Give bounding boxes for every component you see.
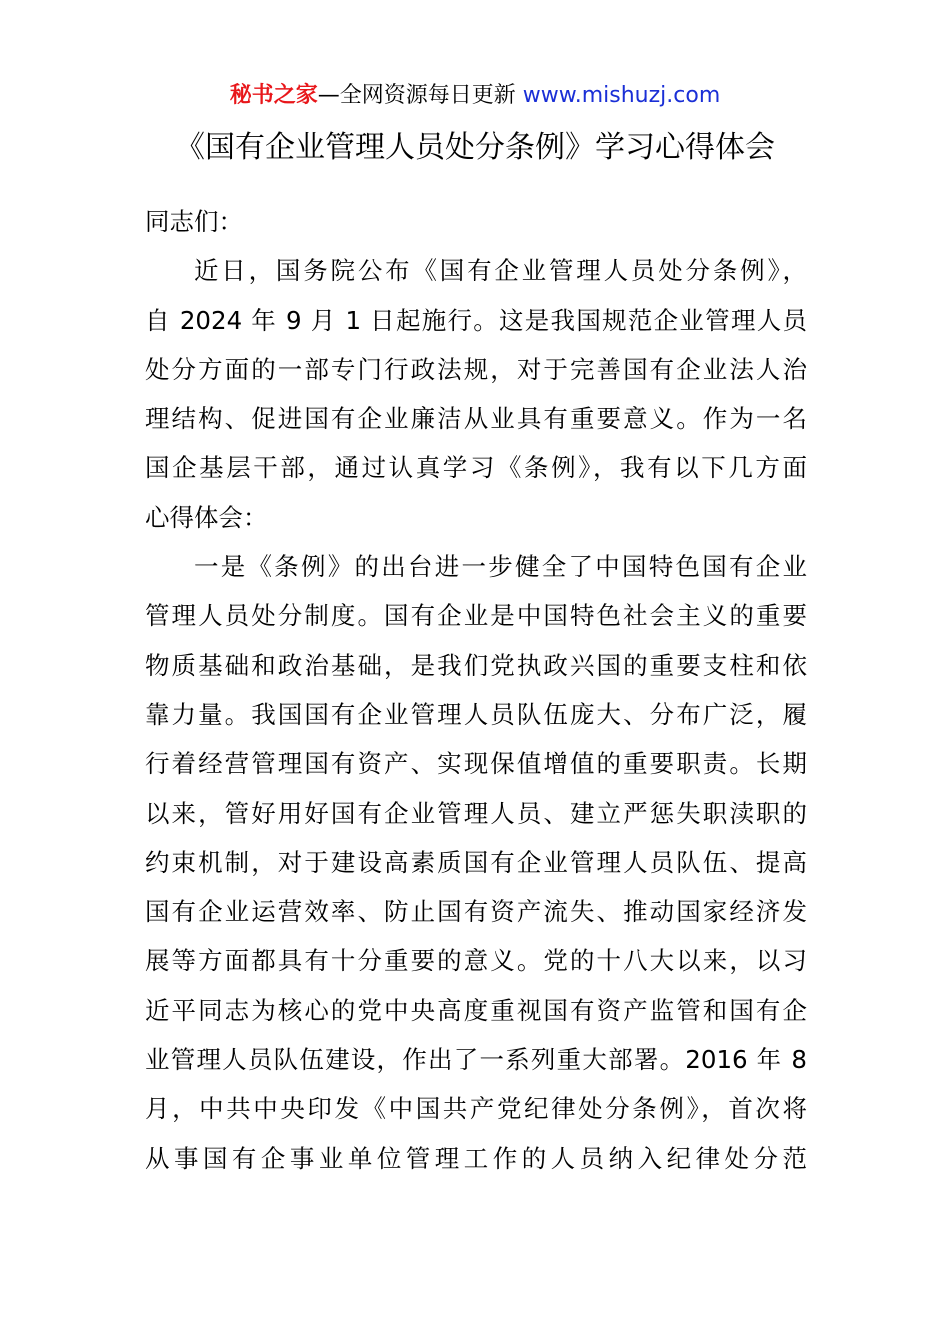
paragraph-line: 理结构、促进国有企业廉洁从业具有重要意义。作为一名 xyxy=(145,404,807,434)
site-header xyxy=(0,80,950,112)
paragraph-line: 约束机制，对于建设高素质国有企业管理人员队伍、提高 xyxy=(145,847,807,877)
document-body xyxy=(145,197,807,1183)
site-brand: 秘书之家 xyxy=(229,83,318,108)
paragraph-line: 自 2024 年 9 月 1 日起施行。这是我国规范企业管理人员 xyxy=(145,305,807,335)
paragraph-line: 近平同志为核心的党中央高度重视国有资产监管和国有企 xyxy=(145,995,807,1025)
paragraph-line: 管理人员处分制度。国有企业是中国特色社会主义的重要 xyxy=(145,601,807,631)
paragraph-line: 靠力量。我国国有企业管理人员队伍庞大、分布广泛，履 xyxy=(145,699,807,729)
paragraph-line: 心得体会： xyxy=(145,502,268,532)
paragraph-line: 月，中共中央印发《中国共产党纪律处分条例》，首次将 xyxy=(145,1094,807,1124)
paragraph-line: 行着经营管理国有资产、实现保值增值的重要职责。长期 xyxy=(145,749,807,779)
paragraph-line: 从事国有企事业单位管理工作的人员纳入纪律处分范 xyxy=(145,1143,807,1173)
paragraph-line: 业管理人员队伍建设，作出了一系列重大部署。2016 年 8 xyxy=(145,1045,807,1075)
paragraph-line: 物质基础和政治基础，是我们党执政兴国的重要支柱和依 xyxy=(145,650,807,680)
paragraph-line: 国企基层干部，通过认真学习《条例》，我有以下几方面 xyxy=(145,453,807,483)
paragraph-line: 展等方面都具有十分重要的意义。党的十八大以来，以习 xyxy=(145,946,807,976)
paragraph-line: 处分方面的一部专门行政法规，对于完善国有企业法人治 xyxy=(145,354,807,384)
site-url-link[interactable]: www.mishuzj.com xyxy=(522,83,721,108)
salutation: 同志们： xyxy=(145,207,243,236)
document-title: 《国有企业管理人员处分条例》学习心得体会 xyxy=(175,130,775,165)
site-tagline: —全网资源每日更新 xyxy=(317,83,523,108)
paragraph-line: 国有企业运营效率、防止国有资产流失、推动国家经济发 xyxy=(145,897,807,927)
paragraph-line: 以来，管好用好国有企业管理人员、建立严惩失职渎职的 xyxy=(145,798,807,828)
paragraph-line: 近日，国务院公布《国有企业管理人员处分条例》， xyxy=(194,256,807,286)
paragraph-line: 一是《条例》的出台进一步健全了中国特色国有企业 xyxy=(194,552,807,582)
